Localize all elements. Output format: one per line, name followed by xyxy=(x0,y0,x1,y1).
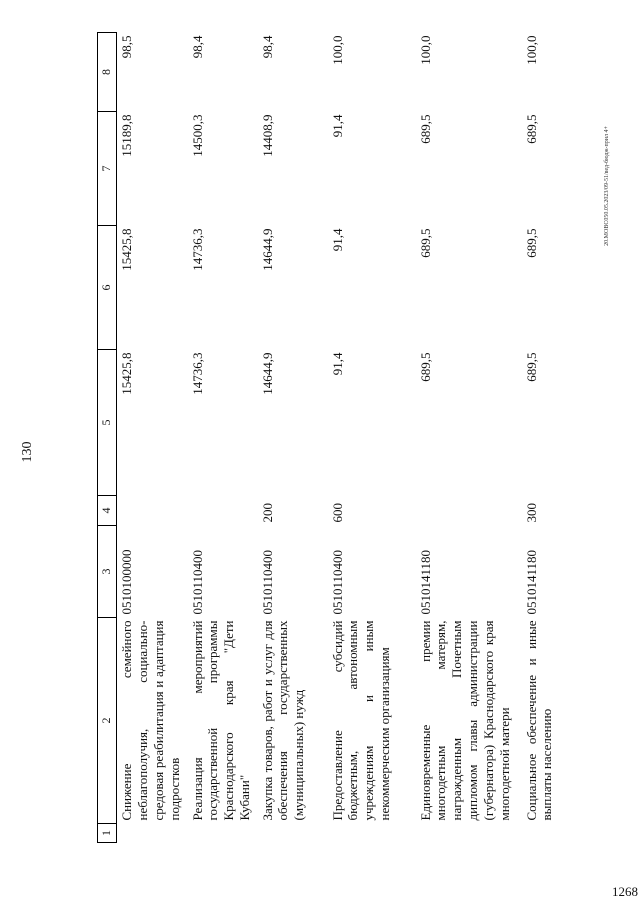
header-col-3: 3 xyxy=(98,526,117,618)
cell-code: 0510141180 xyxy=(523,549,539,615)
cell-value-6: 14736,3 xyxy=(189,228,205,271)
cell-type xyxy=(117,496,188,526)
table-header-row xyxy=(98,33,117,843)
cell-type: 200 xyxy=(259,503,275,523)
cell-type xyxy=(416,496,522,526)
cell-index xyxy=(117,824,188,843)
cell-code: 0510110400 xyxy=(329,549,345,615)
cell-value-5: 689,5 xyxy=(417,352,433,382)
table-row xyxy=(522,33,562,843)
cell-code: 0510100000 xyxy=(119,549,134,615)
cell-value-5: 91,4 xyxy=(329,352,345,376)
header-col-4: 4 xyxy=(98,496,117,526)
cell-name: Снижение семейного неблагополучия, социально-средовая реабилитация и адаптация подростков xyxy=(119,620,182,821)
cell-index xyxy=(328,824,416,843)
cell-value-7: 15189,8 xyxy=(119,114,134,157)
cell-name: Единовременные премии многодетным матерям, награжденным Почетным дипломом главы администрации (губернатора) Краснодарского края многодетной матери xyxy=(417,620,512,821)
cell-value-7: 689,5 xyxy=(417,114,433,144)
cell-index xyxy=(258,824,328,843)
cell-name: Реализация мероприятий государственной программы Краснодарского края "Дети Кубани" xyxy=(189,620,253,821)
header-col-6: 6 xyxy=(98,226,117,350)
cell-value-8: 100,0 xyxy=(523,35,539,65)
cell-type: 300 xyxy=(523,503,539,523)
table-row xyxy=(416,33,522,843)
cell-value-8: 98,4 xyxy=(259,35,275,59)
cell-value-7: 14500,3 xyxy=(189,114,205,157)
header-col-7: 7 xyxy=(98,112,117,226)
table-row xyxy=(117,33,188,843)
cell-value-7: 14408,9 xyxy=(259,114,275,157)
cell-value-8: 98,5 xyxy=(119,35,134,59)
cell-name: Социальное обеспечение и иные выплаты населению xyxy=(523,620,555,821)
header-col-8: 8 xyxy=(98,33,117,112)
rotated-table-container xyxy=(97,33,559,843)
header-col-5: 5 xyxy=(98,350,117,496)
header-col-2: 2 xyxy=(98,618,117,824)
cell-value-6: 15425,8 xyxy=(119,228,134,271)
document-code: 20.МОВС050.05.2023/09-51/вед-бюдж-прил 4+ xyxy=(604,126,610,246)
cell-type xyxy=(188,496,258,526)
cell-index xyxy=(522,824,562,843)
cell-value-7: 91,4 xyxy=(329,114,345,138)
cell-value-8: 100,0 xyxy=(329,35,345,65)
cell-code: 0510110400 xyxy=(259,549,275,615)
cell-index xyxy=(416,824,522,843)
cell-code: 0510110400 xyxy=(189,549,205,615)
budget-table xyxy=(97,32,562,843)
table-row xyxy=(328,33,416,843)
page-number: 130 xyxy=(20,441,35,463)
table-row xyxy=(258,33,328,843)
cell-value-6: 689,5 xyxy=(417,228,433,258)
cell-index xyxy=(188,824,258,843)
cell-value-5: 14644,9 xyxy=(259,352,275,395)
footer-page-number: 1268 xyxy=(612,884,638,899)
table-row xyxy=(188,33,258,843)
cell-value-6: 14644,9 xyxy=(259,228,275,271)
cell-value-8: 100,0 xyxy=(417,35,433,65)
cell-value-8: 98,4 xyxy=(189,35,205,59)
cell-type: 600 xyxy=(329,503,345,523)
cell-value-6: 91,4 xyxy=(329,228,345,252)
cell-value-6: 689,5 xyxy=(523,228,539,258)
cell-code: 0510141180 xyxy=(417,549,433,615)
cell-name: Предоставление субсидий бюджетным, автономным учреждениям и иным некоммерческим организациям xyxy=(329,620,393,821)
cell-value-5: 14736,3 xyxy=(189,352,205,395)
header-col-1: 1 xyxy=(98,824,117,843)
table-area xyxy=(97,33,559,843)
cell-value-5: 15425,8 xyxy=(119,352,134,395)
cell-value-5: 689,5 xyxy=(523,352,539,382)
cell-value-7: 689,5 xyxy=(523,114,539,144)
cell-name: Закупка товаров, работ и услуг для обеспечения государственных (муниципальных) нужд xyxy=(259,620,307,821)
